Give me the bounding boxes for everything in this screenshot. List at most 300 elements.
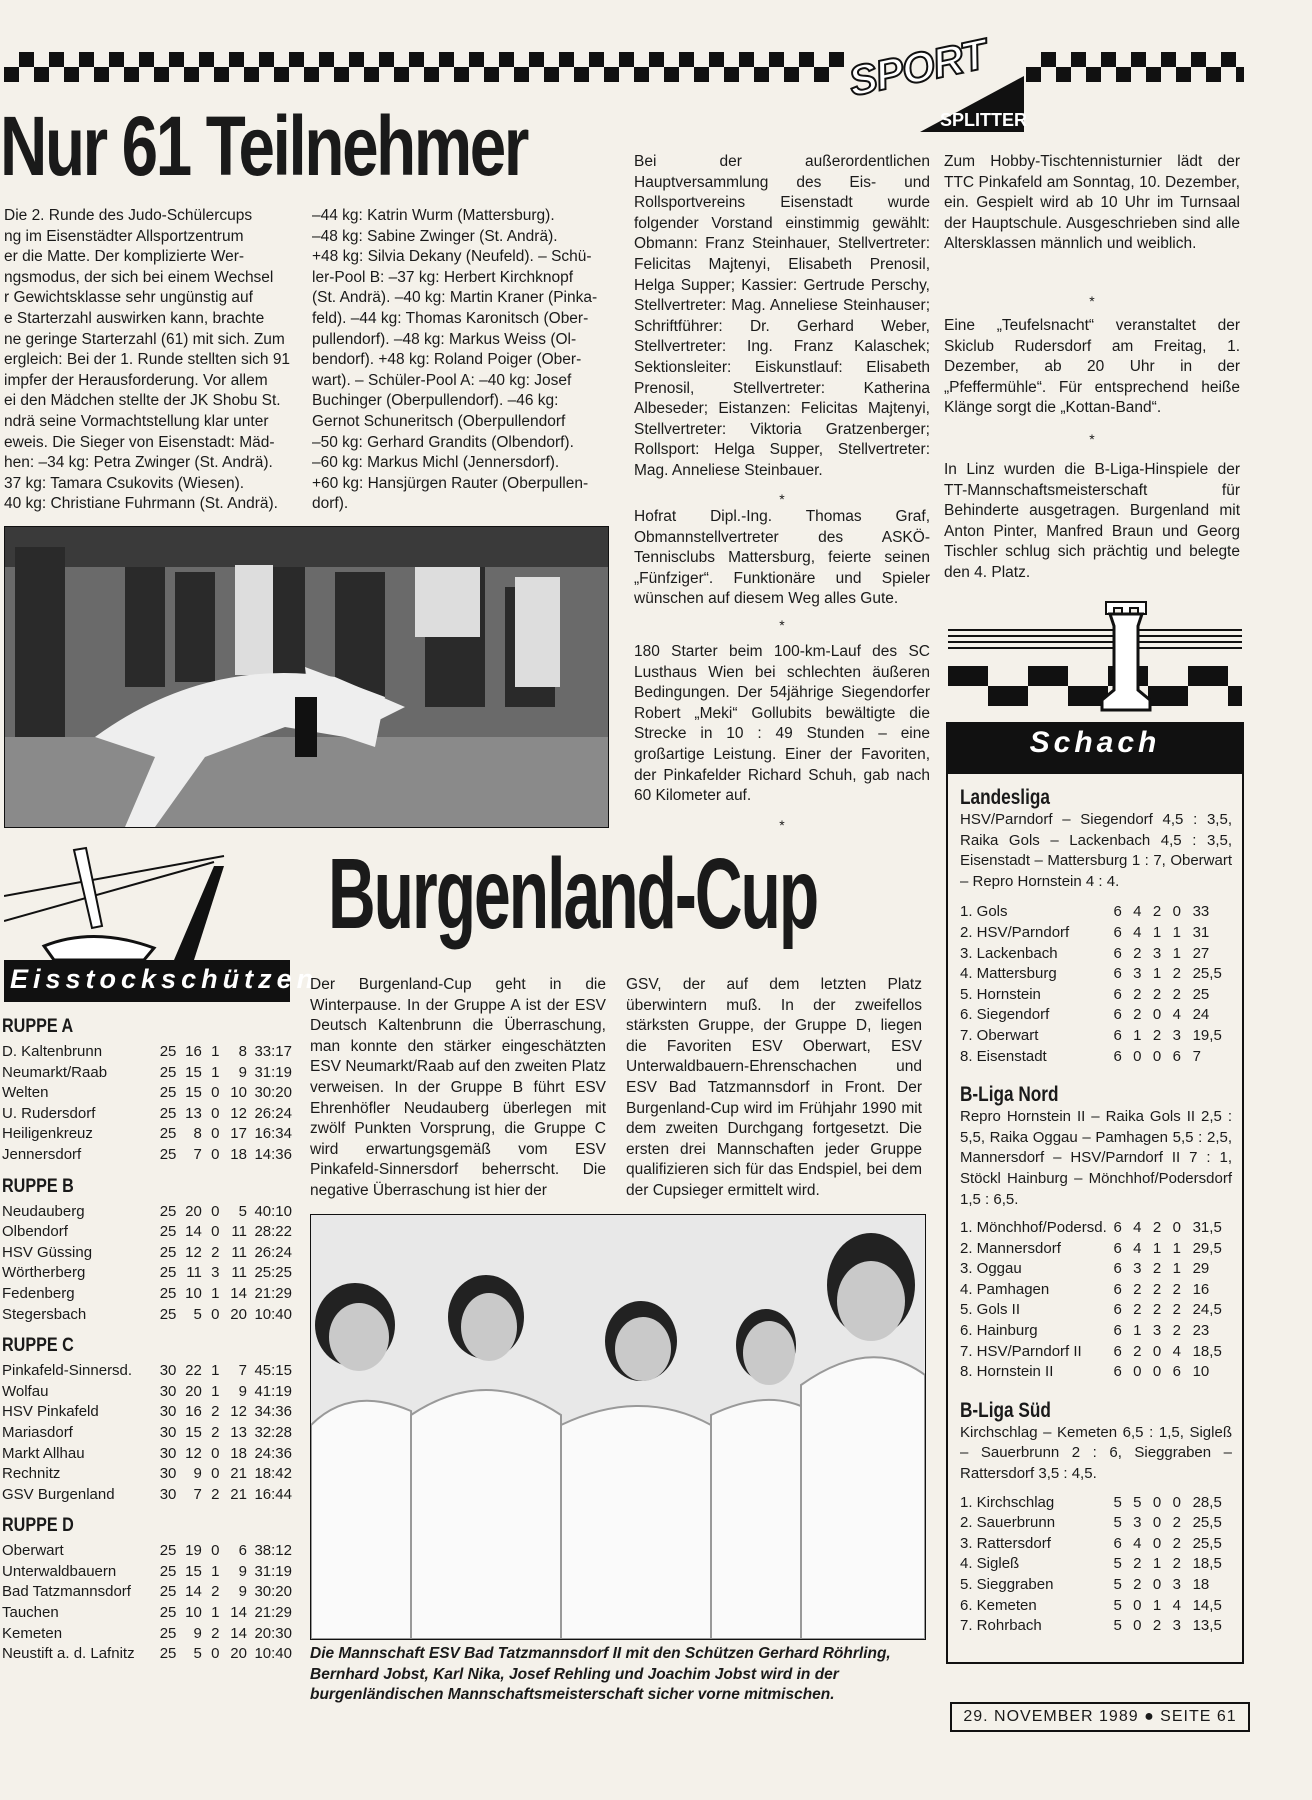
table-cell: 1 [1172,923,1181,941]
table-cell: 22 [185,1362,202,1380]
table-cell: 6 [1113,1363,1122,1381]
group-title: RUPPE A [2,1016,74,1037]
table-row [960,1362,1232,1383]
table-cell: 28,5 [1192,1493,1222,1511]
table-cell: 0 [211,1084,220,1102]
table-cell: 10 [185,1604,202,1622]
text-line: ne geringe Starterzahl (61) mit sich. Zum [4,330,285,348]
text-line: +48 kg: Silvia Dekany (Neufeld). – Schü- [312,248,592,266]
table-cell: 6 [1113,1301,1122,1319]
table-cell: 0 [211,1125,220,1143]
table-cell: 8 [238,1043,247,1060]
table-cell: Tauchen [2,1604,59,1622]
table-cell: 5 [1133,1493,1142,1511]
table-cell: 4 [1172,1596,1181,1614]
text-line: e Starterzahl auswirken kann, brachte [4,309,265,327]
table-cell: 16:34 [254,1125,292,1143]
table-cell: 0 [211,1104,220,1122]
table-cell: 2 [1133,1576,1142,1593]
table-cell: 1. Gols [960,903,1008,921]
footer-text: 29. NOVEMBER 1989 ● SEITE 61 [963,1708,1237,1725]
table-row [2,1423,292,1444]
separator-star: * [1089,431,1095,447]
table-row [2,1624,292,1645]
table-row [960,1616,1232,1637]
table-row [2,1402,292,1423]
table-cell: 14,5 [1192,1596,1222,1614]
table-cell: 31,5 [1192,1219,1222,1237]
table-cell: 5. Sieggraben [960,1576,1054,1593]
judo-photo-image [5,527,608,827]
table-cell: 2. HSV/Parndorf [960,923,1070,941]
table-cell: 25 [159,1063,177,1081]
table-row [2,1562,292,1583]
table-cell: 7. Rohrbach [960,1617,1042,1635]
table-cell: Stegersbach [2,1305,87,1323]
table-row [2,1582,292,1603]
table-cell: 6 [1113,1239,1122,1257]
b-liga-nord-results: Repro Hornstein II – Raika Gols II 2,5 : 5,5, Raika Oggau – Pamhagen 5,5 : 2,5, Mannersdorf – HSV/Parndorf II 7 : 1, Stöckl Hainburg – Mönchhof/Podersdorf 1,5 : 6,5. [960,1108,1232,1208]
table-cell: 11 [186,1264,202,1282]
table-cell: 0 [211,1465,220,1483]
table-cell: 6. Kemeten [960,1596,1037,1614]
table-cell: 8. Eisenstadt [960,1047,1047,1065]
table-cell: 4 [1133,1239,1142,1257]
table-cell: 18,5 [1192,1342,1222,1360]
group-title: RUPPE D [2,1515,74,1537]
table-cell: 0 [1133,1047,1142,1065]
table-row [2,1382,292,1403]
table-cell: 5 [238,1202,247,1220]
table-cell: 12 [185,1444,202,1462]
table-cell: 25 [159,1305,177,1323]
table-cell: 14 [230,1624,247,1642]
table-row [2,1541,292,1562]
table-cell: 1. Mönchhof/Podersd. [960,1219,1107,1237]
table-cell: 3 [1152,1322,1162,1340]
table-cell: 0 [1133,1363,1142,1381]
b-liga-sued-table [960,1493,1232,1637]
table-cell: 2 [211,1403,220,1421]
table-cell: 6 [238,1542,247,1560]
table-cell: 4 [1133,1219,1142,1237]
table-cell: 0 [1152,1576,1162,1593]
table-cell: 24 [1192,1006,1210,1024]
table-cell: 20 [230,1305,247,1323]
schach-banner: Schach [1029,726,1161,759]
group-title: RUPPE C [2,1335,74,1357]
table-cell: 25 [159,1645,177,1663]
table-cell: 3 [1133,1260,1142,1278]
table-cell: 6 [1172,1047,1181,1065]
table-cell: 6 [1113,1534,1122,1552]
table-cell: 1 [1172,944,1181,962]
table-cell: 1 [1172,1239,1181,1257]
table-row [2,1124,292,1145]
table-cell: 6 [1113,965,1122,983]
table-cell: 10 [230,1084,247,1102]
table-cell: 7 [193,1145,202,1163]
table-cell: 1 [1152,965,1162,983]
table-cell: 15 [185,1423,202,1441]
table-cell: Neudauberg [2,1202,85,1220]
100km-lauf-text: 180 Starter beim 100-km-Lauf des SC Lusthaus Wien bei schlechten äußeren Bedingungen. Der 54jährige Siegendorfer Robert „Meki“ Gollubits bewältigte die Strecke in 10 : 49 Stunden – eine großartige Leistung. Einer der Favoriten, der Pinkafelder Richard Schuh, gab nach 60 Kilometer auf. [634,643,930,805]
tischtennis-text: Zum Hobby-Tischtennisturnier lädt der TTC Pinkafeld am Sonntag, 10. Dezember, ein. Gespielt wird ab 10 Uhr im Turnsaal der Hauptschule. Ausgeschrieben sind alle Altersklassen männlich und weiblich. [944,153,1240,253]
table-cell: 25 [159,1084,177,1102]
table-cell: 25,5 [1192,965,1222,983]
table-cell: 1 [1133,1322,1142,1340]
table-row [960,1534,1232,1555]
chess-graphic [946,600,1244,772]
table-cell: 10:40 [254,1305,292,1323]
table-row [2,1284,292,1305]
table-cell: 0 [1152,1047,1162,1065]
table-row [960,1321,1232,1342]
judo-column-1 [4,206,290,515]
table-cell: 1 [1133,1026,1142,1044]
table-cell: 21:29 [254,1284,292,1302]
text-line: ergleich: Bei der 1. Runde stellten sich 91 [4,351,291,369]
text-line: dorf). [312,495,349,513]
table-cell: 3. Rattersdorf [960,1534,1051,1552]
table-row [960,902,1232,923]
table-cell: 5 [1113,1493,1122,1511]
table-cell: 11 [231,1223,247,1241]
table-cell: 4 [1172,1006,1181,1024]
text-line: ndrä seine Vormachtstellung klar unter [4,412,269,430]
table-cell: 16:44 [254,1485,292,1503]
cup-text-col2: GSV, der auf dem letzten Platz überwintern muß. In der zweifellos stärksten Gruppe, der Gruppe D, liegen die Favoriten ESV Oberwart, ESV Unterwaldbauern-Ehrenschachen und ESV Bad Tatzmannsdorf in Front. Der Burgenland-Cup wird im Frühjahr 1990 mit dem zweiten Durchgang fortgesetzt. Die ersten drei Mannschaften jeder Gruppe qualifizieren sich für das Endspiel, bei dem der Cupsieger ermittelt wird. [626,976,922,1199]
eisstock-graphic [4,826,319,1002]
table-cell: 20 [230,1645,247,1663]
table-row [960,964,1232,985]
table-row [2,1444,292,1465]
table-cell: 4 [1133,923,1142,941]
table-cell: 19 [185,1542,202,1560]
table-row [2,1063,292,1084]
table-cell: 25 [159,1264,177,1282]
table-cell: 2 [1133,985,1142,1003]
table-cell: 2 [211,1583,220,1601]
table-cell: Heiligenkreuz [2,1125,93,1143]
b-liga-sued-results: Kirchschlag – Kemeten 6,5 : 1,5, Sigleß – Sauerbrunn 2 : 6, Sieggraben – Rattersdorf 3,5 : 4,5. [960,1423,1232,1483]
cup-text-col1: Der Burgenland-Cup geht in die Winterpause. In der Gruppe A ist der ESV Deutsch Kaltenbrunn die Überraschung, man konnte den stärker eingeschätzten ESV Neumarkt/Raab auf den zweiten Platz verweisen. In der Gruppe B führt ESV Ehrenhöfler Neudauberg überlegen mit zwölf Punkten Vorsprung, die Gruppe C wird erwartungsgemäß vom ESV Pinkafeld-Sinnersdorf beherrscht. Die negative Überraschung ist hier der [310,976,606,1199]
table-cell: 6 [1113,944,1122,962]
table-cell: 30 [159,1403,177,1421]
table-row [960,923,1232,944]
text-line: 40 kg: Christiane Fuhrmann (St. Andrä). [4,495,278,513]
table-cell: 25 [159,1583,177,1601]
table-cell: 2 [1152,1219,1162,1237]
judo-column-2 [312,206,610,515]
table-cell: 1 [211,1063,220,1081]
table-cell: 0 [1152,1363,1162,1381]
table-cell: 6 [1113,1260,1122,1278]
table-cell: 4. Mattersburg [960,965,1057,983]
table-row [2,1361,292,1382]
table-cell: 13 [185,1104,202,1122]
table-row [960,1493,1232,1514]
table-cell: 7. Oberwart [960,1026,1039,1044]
table-cell: D. Kaltenbrunn [2,1043,103,1060]
table-cell: 2 [1152,1026,1162,1044]
table-cell: 11 [231,1243,247,1261]
table-cell: 2 [1172,985,1181,1003]
table-cell: 9 [238,1562,247,1580]
table-cell: 14 [185,1223,202,1241]
table-cell: 24,5 [1192,1301,1222,1319]
table-cell: 5. Hornstein [960,985,1041,1003]
table-cell: 2 [1152,1260,1162,1278]
table-cell: 14 [230,1284,247,1302]
table-cell: 25 [159,1125,177,1143]
table-cell: 16 [1192,1280,1210,1298]
table-cell: 25,5 [1192,1514,1222,1532]
table-cell: 5 [193,1305,202,1323]
table-cell: 25 [159,1542,177,1560]
sport-label: SPORT [844,30,991,105]
table-row [960,1005,1232,1026]
table-cell: 3 [1172,1576,1181,1593]
table-cell: Jennersdorf [2,1145,82,1163]
separator-star: * [779,617,785,633]
table-cell: 3 [211,1264,220,1282]
table-cell: 25,5 [1192,1534,1222,1552]
table-cell: 1 [211,1043,220,1060]
table-cell: 1 [1152,1555,1162,1573]
text-line: +60 kg: Hansjürgen Rauter (Oberpullen- [312,474,589,492]
text-line: –50 kg: Gerhard Grandits (Olbendorf). [312,433,574,451]
table-cell: 1 [211,1382,220,1400]
table-row [960,1596,1232,1617]
text-line: 37 kg: Tamara Csukovits (Wiesen). [4,474,245,492]
table-cell: 30 [159,1444,177,1462]
cup-headline: Burgenland-Cup [328,838,818,950]
table-cell: 4. Pamhagen [960,1280,1050,1298]
table-cell: Olbendorf [2,1223,68,1241]
table-cell: 5 [1113,1514,1122,1532]
table-cell: 8. Hornstein II [960,1363,1054,1381]
table-cell: 25 [159,1202,177,1220]
table-row [960,1259,1232,1280]
table-cell: Fedenberg [2,1284,75,1302]
table-cell: 31:19 [254,1063,292,1081]
table-cell: 3 [1152,944,1162,962]
table-cell: 6 [1113,1219,1122,1237]
table-cell: 6 [1113,1026,1122,1044]
table-cell: 2 [1133,1555,1142,1573]
table-cell: 3 [1172,1026,1181,1044]
table-cell: 25:25 [254,1264,292,1282]
table-cell: 3. Oggau [960,1260,1022,1278]
table-cell: 21 [230,1465,247,1483]
table-cell: 17 [230,1125,247,1143]
table-cell: 18 [1192,1576,1210,1593]
table-row [2,1464,292,1485]
table-cell: 0 [1152,1514,1162,1532]
table-cell: 2 [1172,1555,1181,1573]
table-row [960,944,1232,965]
hauptversammlung-text: Bei der außerordentlichen Hauptversammlung des Eis- und Rollsportvereins Eisenstadt wurde folgender Vorstand einstimmig gewählt: Obmann: Franz Steinhauer, Stellvertreter: Felicitas Majtenyi, Elisabeth Prenosil, Helga Supper; Kassier: Gertrude Perschy, Stellvertreter: Mag. Anneliese Steinhauser; Schriftführer: Dr. Gerhard Weber, Stellvertreter: Ing. Franz Kalaschek; Sektionsleiter: Eiskunstlauf: Elisabeth Prenosil, Stellvertreter: Katherina Albeseder; Eistanzen: Felicitas Majtenyi, Stellvertreter: Viktoria Gratzenberger; Rollsport: Helga Supper, Stellvertreter: Mag. Anneliese Steinbauer. [634,153,930,479]
table-cell: 2 [1152,985,1162,1003]
table-cell: 5 [1113,1555,1122,1573]
table-cell: 2 [1172,1301,1181,1319]
text-line: –44 kg: Katrin Wurm (Mattersburg). [312,207,555,224]
table-cell: 7 [238,1362,247,1380]
table-cell: 2. Mannersdorf [960,1239,1061,1257]
table-cell: Welten [2,1084,49,1102]
table-cell: 25 [159,1243,177,1261]
table-cell: 1. Kirchschlag [960,1493,1055,1511]
table-cell: 23 [1192,1322,1210,1340]
table-cell: 0 [211,1145,220,1163]
table-cell: 30 [159,1362,177,1380]
table-cell: 25 [159,1043,177,1060]
table-row [2,1083,292,1104]
table-cell: 6 [1113,923,1122,941]
table-cell: Oberwart [2,1542,64,1560]
table-cell: 25 [159,1624,177,1642]
table-cell: 16 [185,1043,202,1060]
table-cell: 41:19 [254,1382,292,1400]
table-cell: 5. Gols II [960,1301,1021,1319]
team-photo-caption: Die Mannschaft ESV Bad Tatzmannsdorf II mit den Schützen Gerhard Röhrling, Bernhard Jobst, Karl Nika, Josef Rehling und Joachim Jobst wird in der burgenländischen Mannschaftsmeisterschaft sicher vorne mitmischen. [310,1645,891,1704]
table-row [2,1485,292,1506]
behinderten-tt-text: In Linz wurden die B-Liga-Hinspiele der TT-Mannschaftsmeisterschaft für Behinderte ausgetragen. Burgenland mit Anton Pinter, Manfred Braun und Georg Tischler schlug sich prächtig und belegte den 4. Platz. [944,461,1240,581]
table-row [2,1263,292,1284]
separator-star: * [779,817,785,833]
table-cell: 10:40 [254,1645,292,1663]
table-cell: 18:42 [254,1465,292,1483]
table-cell: 2. Sauerbrunn [960,1514,1056,1532]
table-cell: 21 [230,1485,247,1503]
table-cell: 0 [1152,1534,1162,1552]
table-cell: 3 [1133,1514,1142,1532]
table-cell: 2 [1172,1280,1181,1298]
text-line: Die 2. Runde des Judo-Schülercups [4,207,253,224]
table-cell: 33:17 [254,1043,292,1060]
text-line: impfer der Herausforderung. Vor allem [4,371,268,389]
text-line: –48 kg: Sabine Zwinger (St. Andrä). [312,227,558,245]
table-cell: 32:28 [254,1423,292,1441]
table-cell: 2 [1172,965,1181,983]
table-cell: 14:36 [254,1145,292,1163]
table-row [960,985,1232,1006]
table-cell: 13 [230,1423,247,1441]
table-cell: 9 [193,1624,202,1642]
table-cell: 10 [1192,1363,1210,1381]
table-cell: 18 [230,1444,247,1462]
table-row [960,1047,1232,1068]
table-cell: 9 [238,1063,247,1081]
table-cell: 0 [1152,1493,1162,1511]
table-cell: 25 [159,1284,177,1302]
text-line: hen: –34 kg: Petra Zwinger (St. Andrä). [4,454,273,472]
table-row [2,1243,292,1264]
table-cell: 20:30 [254,1624,292,1642]
table-cell: 33 [1192,903,1210,921]
table-cell: 25 [159,1104,177,1122]
table-cell: 34:36 [254,1403,292,1421]
table-cell: 11 [231,1264,247,1282]
table-cell: 1 [1152,1596,1162,1614]
table-cell: 19,5 [1192,1026,1222,1044]
graf-text: Hofrat Dipl.-Ing. Thomas Graf, Obmannstellvertreter des ASKÖ-Tennisclubs Mattersburg, feierte seinen „Fünfziger“. Funktionäre und Spieler wünschen auf diesem Weg alles Gute. [634,508,930,608]
table-row [960,1575,1232,1596]
table-cell: 0 [1172,1219,1181,1237]
table-cell: Rechnitz [2,1465,61,1483]
table-cell: 0 [211,1305,220,1323]
b-liga-nord-table [960,1218,1232,1383]
table-row [960,1300,1232,1321]
table-cell: HSV Pinkafeld [2,1403,99,1421]
table-row [960,1554,1232,1575]
table-cell: 0 [1152,1006,1162,1024]
table-cell: 30 [159,1423,177,1441]
landesliga-title: Landesliga [960,786,1050,809]
table-cell: HSV Güssing [2,1243,93,1261]
table-cell: 21:29 [254,1604,292,1622]
table-cell: Pinkafeld-Sinnersd. [2,1362,133,1380]
table-cell: 40:10 [254,1202,292,1220]
table-cell: 0 [1133,1596,1142,1614]
text-line: ngsmodus, der sich bei einem Wechsel [4,268,274,286]
table-cell: 0 [211,1223,220,1241]
table-cell: 9 [193,1465,202,1483]
table-cell: 2 [1172,1514,1181,1532]
table-cell: Markt Allhau [2,1444,85,1462]
table-cell: U. Rudersdorf [2,1104,96,1122]
table-cell: 28:22 [254,1223,292,1241]
table-cell: Neumarkt/Raab [2,1063,108,1081]
table-cell: 4 [1133,1534,1142,1552]
table-cell: 2 [211,1243,220,1261]
table-row [960,1342,1232,1363]
table-cell: 2 [1152,1280,1162,1298]
table-cell: 10 [185,1284,202,1302]
table-cell: 2 [1133,1006,1142,1024]
table-cell: 1 [211,1362,220,1380]
table-cell: Wolfau [2,1382,49,1400]
table-cell: 25 [159,1145,177,1163]
table-cell: 45:15 [254,1362,292,1380]
table-cell: 24:36 [254,1444,292,1462]
table-row [2,1603,292,1624]
table-cell: 26:24 [254,1104,292,1122]
table-cell: 30 [159,1382,177,1400]
text-line: wart). – Schüler-Pool A: –40 kg: Josef [312,371,572,389]
table-cell: 2 [1133,1301,1142,1319]
eisstock-groups [2,1006,292,1665]
table-cell: 29 [1192,1260,1210,1278]
table-cell: 16 [185,1403,202,1421]
table-row [960,1026,1232,1047]
table-cell: 2 [1152,1617,1162,1635]
table-cell: 31 [1192,923,1210,941]
text-line: ng im Eisenstädter Allsportzentrum [4,227,244,245]
table-cell: 25 [159,1223,177,1241]
table-cell: 2 [1172,1534,1181,1552]
table-row [960,1280,1232,1301]
table-cell: 6 [1172,1363,1181,1381]
table-cell: 26:24 [254,1243,292,1261]
table-row [2,1305,292,1326]
table-cell: Kemeten [2,1624,63,1642]
table-cell: 5 [1113,1617,1122,1635]
table-cell: 0 [211,1444,220,1462]
team-photo [310,1214,926,1640]
table-row [2,1222,292,1243]
